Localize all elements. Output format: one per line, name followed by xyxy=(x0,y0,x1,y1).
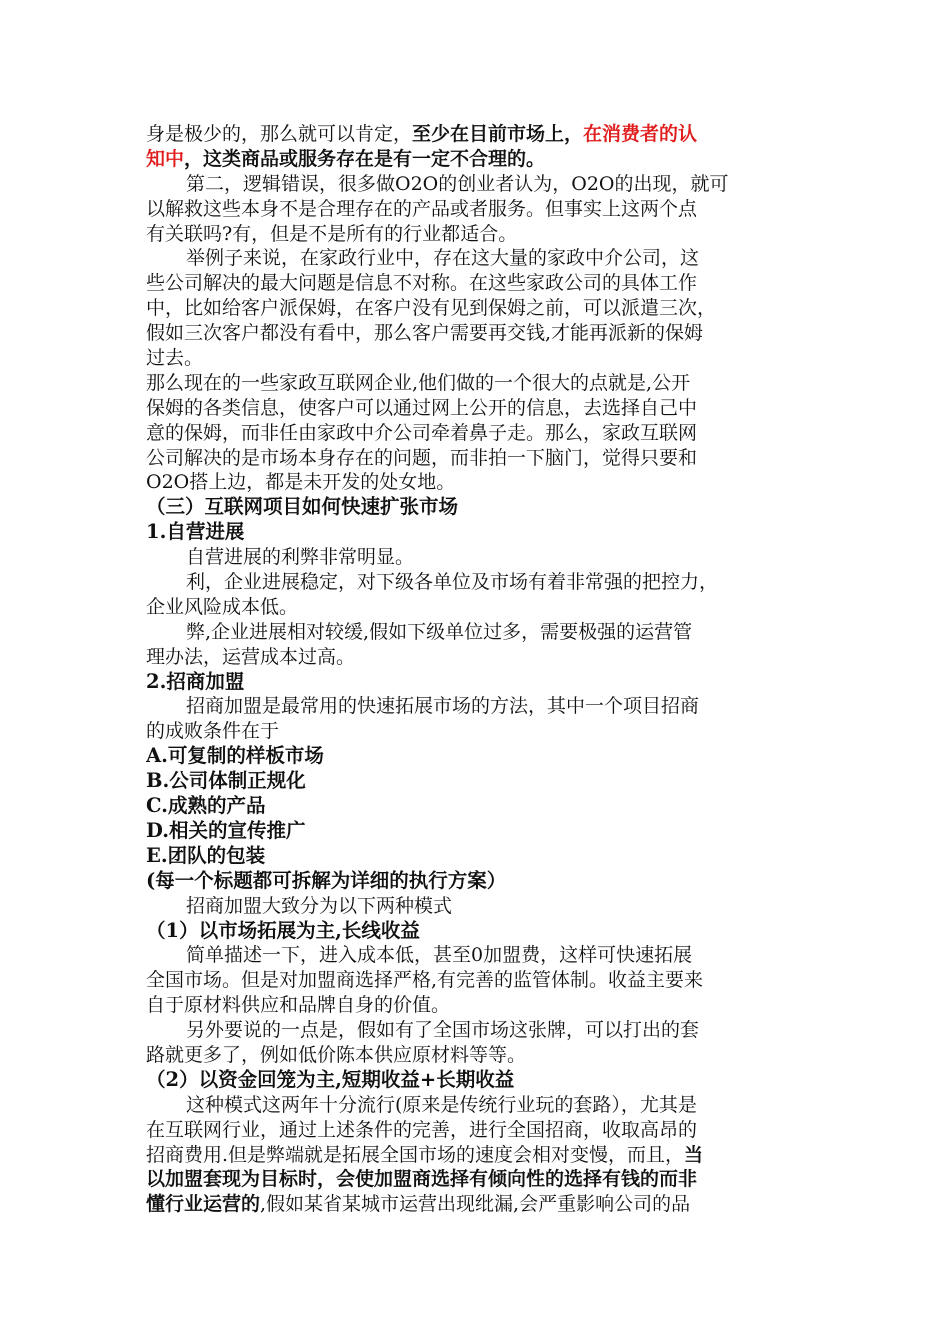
section-heading xyxy=(146,1068,806,1093)
paragraph-line xyxy=(146,993,806,1018)
text-run: 这种模式这两年十分流行(原来是传统行业玩的套路），尤其是 xyxy=(186,1093,697,1116)
text-run: 在互联网行业，通过上述条件的完善，进行全国招商，收取高昂的 xyxy=(146,1118,698,1141)
text-run: 举例子来说，在家政行业中，存在这大量的家政中介公司，这 xyxy=(186,247,700,270)
paragraph-line xyxy=(146,595,806,620)
bold-text: ，这类商品或服务存在是有一定不合理的。 xyxy=(184,147,546,170)
section-heading xyxy=(146,769,806,794)
section-heading xyxy=(146,495,806,520)
text-run: 路就更多了，例如低价陈本供应原材料等等。 xyxy=(146,1043,527,1066)
text-run: 另外要说的一点是，假如有了全国市场这张牌，可以打出的套 xyxy=(186,1019,700,1042)
text-run: (每一个标题都可拆解为详细的执行方案） xyxy=(146,868,507,892)
text-run: 意的保姆，而非任由家政中介公司牵着鼻子走。那么，家政互联网 xyxy=(146,421,698,444)
section-heading xyxy=(146,520,806,545)
text-run: 1.自营进展 xyxy=(146,520,245,544)
text-run: D.相关的宣传推广 xyxy=(146,818,306,842)
paragraph-line xyxy=(146,147,806,172)
highlighted-text: 知中 xyxy=(146,147,185,170)
paragraph-line xyxy=(146,1167,806,1192)
text-run: 第二，逻辑错误，很多做O2O的创业者认为，O2O的出现，就可 xyxy=(186,172,729,195)
paragraph-line xyxy=(146,570,806,595)
text-run: 有关联吗?有，但是不是所有的行业都适合。 xyxy=(146,222,518,245)
text-run: ,假如某省某城市运营出现纰漏,会严重影响公司的品 xyxy=(260,1193,691,1216)
text-run: 弊,企业进展相对较缓,假如下级单位过多，需要极强的运营管 xyxy=(186,620,693,643)
paragraph-line xyxy=(146,172,806,197)
text-run: 招商加盟是最常用的快速拓展市场的方法，其中一个项目招商 xyxy=(186,695,700,718)
bold-text: 至少在目前市场上， xyxy=(412,123,584,145)
text-run: 保姆的各类信息，使客户可以通过网上公开的信息，去选择自己中 xyxy=(146,396,698,419)
section-heading xyxy=(146,919,806,944)
paragraph-line xyxy=(146,122,806,147)
paragraph-line xyxy=(146,1093,806,1118)
paragraph-line xyxy=(146,246,806,271)
text-run: 身是极少的，那么就可以肯定， xyxy=(146,123,413,145)
text-run: 企业风险成本低。 xyxy=(146,595,299,618)
paragraph-line xyxy=(146,421,806,446)
text-run: 过去。 xyxy=(146,347,204,370)
text-run: 假如三次客户都没有看中，那么客户需要再交钱,才能再派新的保姆 xyxy=(146,322,704,345)
paragraph-line xyxy=(146,943,806,968)
paragraph-line xyxy=(146,1192,806,1217)
text-run: 以解救这些本身不是合理存在的产品或者服务。但事实上这两个点 xyxy=(146,197,698,220)
text-run: 理办法，运营成本过高。 xyxy=(146,645,356,668)
paragraph-line xyxy=(146,1143,806,1168)
paragraph-line xyxy=(146,968,806,993)
section-heading xyxy=(146,869,806,894)
section-heading xyxy=(146,670,806,695)
text-run: 利，企业进展稳定，对下级各单位及市场有着非常强的把控力， xyxy=(186,571,719,594)
text-run: 中，比如给客户派保姆，在客户没有见到保姆之前，可以派遣三次， xyxy=(146,297,717,320)
bold-text: 以加盟套现为目标时，会使加盟商选择有倾向性的选择有钱的而非 xyxy=(146,1168,698,1191)
text-run: （三）互联网项目如何快速扩张市场 xyxy=(146,495,459,519)
text-run: 公司解决的是市场本身存在的问题，而非拍一下脑门，觉得只要和 xyxy=(146,446,698,469)
text-run: 自于原材料供应和品牌自身的价值。 xyxy=(146,994,451,1017)
text-run: 简单描述一下，进入成本低，甚至0加盟费，这样可快速拓展 xyxy=(186,944,693,967)
paragraph-line xyxy=(146,470,806,495)
section-heading xyxy=(146,794,806,819)
text-run: 自营进展的利弊非常明显。 xyxy=(186,546,415,569)
section-heading xyxy=(146,819,806,844)
paragraph-line xyxy=(146,1118,806,1143)
bold-text: 懂行业运营的 xyxy=(146,1193,261,1216)
text-run: C.成熟的产品 xyxy=(146,794,266,818)
highlighted-text: 在消费者的认 xyxy=(583,123,698,145)
bold-text: 当 xyxy=(684,1143,704,1166)
paragraph-line xyxy=(146,346,806,371)
text-run: （1）以市场拓展为主,长线收益 xyxy=(146,918,420,942)
section-heading xyxy=(146,844,806,869)
text-run: 些公司解决的最大问题是信息不对称。在这些家政公司的具体工作 xyxy=(146,272,698,295)
paragraph-line xyxy=(146,694,806,719)
paragraph-line xyxy=(146,1043,806,1068)
paragraph-line xyxy=(146,296,806,321)
paragraph-line xyxy=(146,222,806,247)
paragraph-line xyxy=(146,545,806,570)
paragraph-line xyxy=(146,719,806,744)
text-run: （2）以资金回笼为主,短期收益+长期收益 xyxy=(146,1067,515,1091)
text-run: 全国市场。但是对加盟商选择严格,有完善的监管体制。收益主要来 xyxy=(146,969,704,992)
document-body xyxy=(146,122,806,1217)
text-run: A.可复制的样板市场 xyxy=(146,744,324,768)
text-run: 招商费用.但是弊端就是拓展全国市场的速度会相对变慢，而且， xyxy=(146,1143,685,1166)
paragraph-line xyxy=(146,620,806,645)
paragraph-line xyxy=(146,197,806,222)
text-run: 2.招商加盟 xyxy=(146,669,245,693)
text-run: 那么现在的一些家政互联网企业,他们做的一个很大的点就是,公开 xyxy=(146,371,691,394)
paragraph-line xyxy=(146,1018,806,1043)
text-run: 的成败条件在于 xyxy=(146,720,280,743)
text-run: B.公司体制正规化 xyxy=(146,769,306,793)
paragraph-line xyxy=(146,321,806,346)
text-run: O2O搭上边，都是未开发的处女地。 xyxy=(146,471,456,494)
paragraph-line xyxy=(146,894,806,919)
text-run: E.团队的包装 xyxy=(146,843,266,867)
section-heading xyxy=(146,744,806,769)
paragraph-line xyxy=(146,396,806,421)
paragraph-line xyxy=(146,271,806,296)
paragraph-line xyxy=(146,371,806,396)
paragraph-line xyxy=(146,645,806,670)
paragraph-line xyxy=(146,446,806,471)
text-run: 招商加盟大致分为以下两种模式 xyxy=(186,894,453,917)
